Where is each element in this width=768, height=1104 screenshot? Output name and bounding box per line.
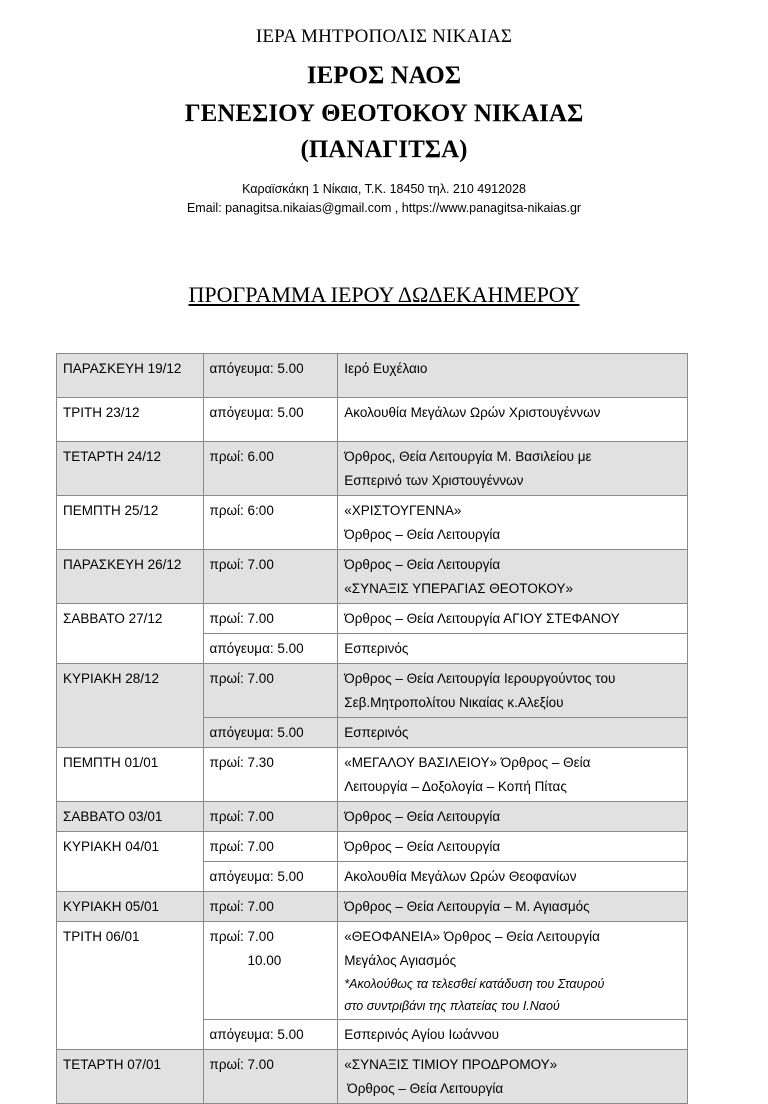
time-label: απόγευμα: 5.00 (209, 361, 304, 376)
service-cell (338, 442, 688, 496)
time-label: πρωί: 6:00 (209, 503, 274, 518)
time-cell (203, 862, 338, 892)
church-title-line3: (ΠΑΝΑΓΙΤΣΑ) (300, 136, 468, 163)
time-label: πρωί: 7.00 (209, 839, 274, 854)
church-email-website: Email: panagitsa.nikaias@gmail.com , https://www.panagitsa-nikaias.gr (186, 201, 582, 215)
time-label: πρωί: 7.00 (209, 557, 274, 572)
service-cell (338, 748, 688, 802)
day-cell (57, 398, 204, 442)
time-cell (203, 634, 338, 664)
time-label: πρωί: 7.00 (209, 899, 274, 914)
table-row (57, 550, 688, 604)
service-label: Εσπερινό των Χριστουγέννων (344, 473, 524, 488)
service-cell (338, 832, 688, 862)
time-label: πρωί: 7.30 (209, 755, 274, 770)
table-row (57, 604, 688, 634)
service-label: Εσπερινός (344, 725, 409, 740)
day-label: ΠΕΜΠΤΗ 25/12 (63, 503, 159, 518)
service-cell (338, 664, 688, 718)
service-label: Ακολουθία Μεγάλων Ωρών Χριστουγέννων (344, 405, 601, 420)
day-label: ΤΕΤΑΡΤΗ 07/01 (63, 1057, 162, 1072)
service-cell (338, 718, 688, 748)
day-cell (57, 604, 204, 664)
service-cell (338, 398, 688, 442)
day-label: ΤΡΙΤΗ 23/12 (63, 405, 140, 420)
service-label: «ΜΕΓΑΛΟΥ ΒΑΣΙΛΕΙΟΥ» Όρθρος – Θεία (344, 755, 591, 770)
service-label: Όρθρος – Θεία Λειτουργία (344, 557, 501, 572)
time-label: πρωί: 7.00 (209, 611, 274, 626)
day-cell (57, 802, 204, 832)
table-row (57, 802, 688, 832)
service-label: «ΣΥΝΑΞΙΣ ΤΙΜΙΟΥ ΠΡΟΔΡΟΜΟΥ» (344, 1057, 558, 1072)
time-cell (203, 1020, 338, 1050)
service-cell (338, 802, 688, 832)
service-cell (338, 892, 688, 922)
table-row (57, 832, 688, 862)
day-cell (57, 442, 204, 496)
service-label: Όρθρος – Θεία Λειτουργία – Μ. Αγιασμός (344, 899, 590, 914)
time-cell (203, 442, 338, 496)
time-label: απόγευμα: 5.00 (209, 641, 304, 656)
time-label: πρωί: 6.00 (209, 449, 274, 464)
service-label: Εσπερινός Αγίου Ιωάννου (344, 1027, 500, 1042)
time-cell (203, 748, 338, 802)
schedule-table (56, 353, 688, 1104)
time-cell (203, 496, 338, 550)
time-cell (203, 398, 338, 442)
day-label: ΠΑΡΑΣΚΕΥΗ 26/12 (63, 557, 182, 572)
time-label: 10.00 (247, 953, 282, 968)
table-row (57, 922, 688, 1020)
service-cell (338, 496, 688, 550)
service-label: «ΣΥΝΑΞΙΣ ΥΠΕΡΑΓΙΑΣ ΘΕΟΤΟΚΟΥ» (344, 581, 573, 596)
time-cell (203, 832, 338, 862)
time-label: απόγευμα: 5.00 (209, 405, 304, 420)
service-cell (338, 354, 688, 398)
service-label: Όρθρος – Θεία Λειτουργία (344, 527, 501, 542)
time-cell (203, 550, 338, 604)
day-cell (57, 922, 204, 1050)
service-label: Ακολουθία Μεγάλων Ωρών Θεοφανίων (344, 869, 577, 884)
time-cell (203, 892, 338, 922)
table-row (57, 398, 688, 442)
service-label: Όρθρος – Θεία Λειτουργία (344, 809, 501, 824)
time-label: πρωί: 7.00 (209, 929, 274, 944)
table-row (57, 1050, 688, 1104)
day-label: ΤΡΙΤΗ 06/01 (63, 929, 140, 944)
service-label: Σεβ.Μητροπολίτου Νικαίας κ.Αλεξίου (344, 695, 564, 710)
table-row (57, 442, 688, 496)
metropolis-title: ΙΕΡΑ ΜΗΤΡΟΠΟΛΙΣ ΝΙΚΑΙΑΣ (255, 26, 513, 47)
day-cell (57, 354, 204, 398)
service-cell (338, 922, 688, 1020)
day-cell (57, 496, 204, 550)
service-label: Όρθρος – Θεία Λειτουργία ΑΓΙΟΥ ΣΤΕΦΑΝΟΥ (344, 611, 620, 626)
day-cell (57, 892, 204, 922)
day-cell (57, 664, 204, 748)
time-label: πρωί: 7.00 (209, 809, 274, 824)
service-cell (338, 862, 688, 892)
table-row (57, 354, 688, 398)
time-cell (203, 604, 338, 634)
service-label: Εσπερινός (344, 641, 409, 656)
church-title-line1: ΙΕΡΟΣ ΝΑΟΣ (306, 62, 462, 89)
table-row (57, 664, 688, 718)
table-row (57, 496, 688, 550)
service-label: Όρθρος – Θεία Λειτουργία (344, 839, 501, 854)
service-cell (338, 550, 688, 604)
day-cell (57, 550, 204, 604)
time-label: πρωί: 7.00 (209, 1057, 274, 1072)
service-note: στο συντριβάνι της πλατείας του Ι.Ναού (344, 999, 560, 1013)
church-address: Καραϊσκάκη 1 Νίκαια, Τ.Κ. 18450 τηλ. 210 4912028 (242, 182, 526, 196)
service-label: Όρθρος, Θεία Λειτουργία Μ. Βασιλείου με (344, 449, 592, 464)
day-label: ΣΑΒΒΑΤΟ 03/01 (63, 809, 163, 824)
day-label: ΤΕΤΑΡΤΗ 24/12 (63, 449, 162, 464)
day-label: ΚΥΡΙΑΚΗ 04/01 (63, 839, 160, 854)
day-label: ΚΥΡΙΑΚΗ 28/12 (63, 671, 160, 686)
service-cell (338, 1020, 688, 1050)
service-label: Λειτουργία – Δοξολογία – Κοπή Πίτας (344, 779, 567, 794)
table-row (57, 892, 688, 922)
service-note: *Ακολούθως τα τελεσθεί κατάδυση του Σταυρού (344, 977, 605, 991)
day-label: ΣΑΒΒΑΤΟ 27/12 (63, 611, 163, 626)
service-label: Μεγάλος Αγιασμός (344, 953, 457, 968)
time-cell (203, 718, 338, 748)
time-cell (203, 354, 338, 398)
service-label: «ΘΕΟΦΑΝΕΙΑ» Όρθρος – Θεία Λειτουργία (344, 929, 600, 944)
day-label: ΚΥΡΙΑΚΗ 05/01 (63, 899, 160, 914)
time-label: απόγευμα: 5.00 (209, 1027, 304, 1042)
time-label: πρωί: 7.00 (209, 671, 274, 686)
service-label: Όρθρος – Θεία Λειτουργία (347, 1081, 504, 1096)
day-cell (57, 748, 204, 802)
service-label: Ιερό Ευχέλαιο (344, 361, 428, 376)
time-cell (203, 802, 338, 832)
service-cell (338, 634, 688, 664)
time-cell (203, 922, 338, 1020)
time-cell (203, 664, 338, 718)
day-label: ΠΑΡΑΣΚΕΥΗ 19/12 (63, 361, 182, 376)
time-label: απόγευμα: 5.00 (209, 869, 304, 884)
day-cell (57, 832, 204, 892)
day-label: ΠΕΜΠΤΗ 01/01 (63, 755, 159, 770)
service-label: «ΧΡΙΣΤΟΥΓΕΝΝΑ» (344, 503, 462, 518)
table-row (57, 748, 688, 802)
day-cell (57, 1050, 204, 1104)
time-label: απόγευμα: 5.00 (209, 725, 304, 740)
service-cell (338, 1050, 688, 1104)
program-title: ΠΡΟΓΡΑΜΜΑ ΙΕΡΟΥ ΔΩΔΕΚΑΗΜΕΡΟΥ (188, 282, 580, 307)
time-cell (203, 1050, 338, 1104)
church-title-line2: ΓΕΝΕΣΙΟΥ ΘΕΟΤΟΚΟΥ ΝΙΚΑΙΑΣ (184, 100, 584, 127)
service-cell (338, 604, 688, 634)
service-label: Όρθρος – Θεία Λειτουργία Ιερουργούντος του (344, 671, 616, 686)
